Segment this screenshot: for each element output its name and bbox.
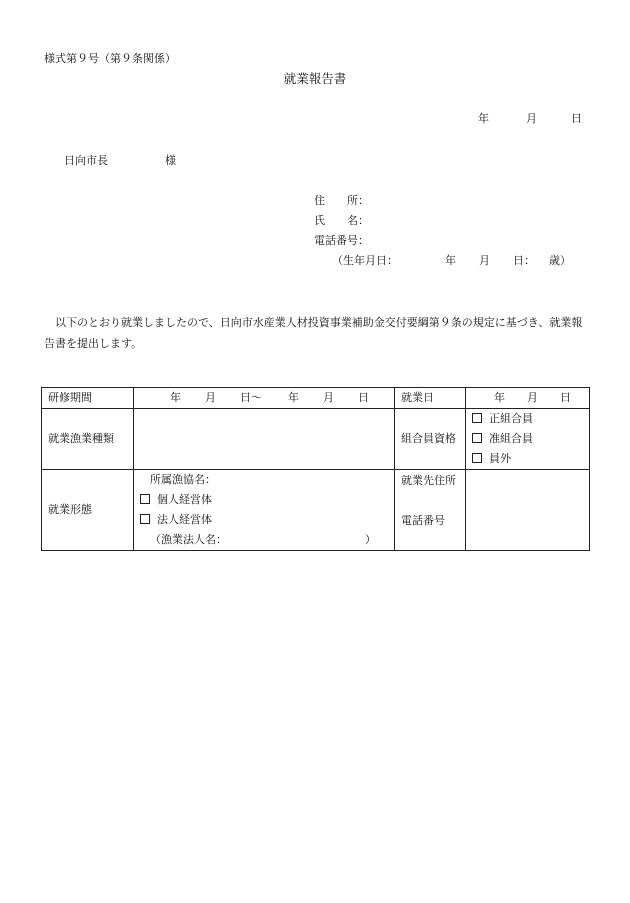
birthdate-day: 日：	[513, 254, 535, 267]
employment-month: 月	[527, 391, 538, 404]
employer-address-label: 就業先住所	[401, 474, 456, 487]
period-end-month: 月	[323, 391, 334, 404]
body-text: 以下のとおり就業しましたので、日向市水産業人材投資事業補助金交付要綱第９条の規定に基づき、就業報告書を提出します。	[44, 316, 583, 350]
birthdate-year: 年	[445, 254, 456, 267]
period-end-day: 日	[358, 391, 369, 404]
option-non-member: 員外	[489, 452, 511, 465]
employment-form-options	[134, 470, 395, 551]
corp-name-open: （漁業法人名：	[150, 533, 227, 546]
checkbox-non-member[interactable]	[472, 453, 482, 463]
addressee: 日向市長	[64, 154, 108, 167]
phone-label: 電話番号：	[314, 234, 369, 247]
employment-date-value[interactable]	[466, 388, 590, 409]
row-fishery-type	[42, 409, 590, 470]
coop-name-label: 所属漁協名：	[150, 473, 216, 486]
period-start-month: 月	[205, 391, 216, 404]
name-label: 氏 名：	[314, 214, 369, 227]
training-period-value[interactable]	[134, 388, 395, 409]
employer-info-value[interactable]	[466, 470, 590, 551]
birthdate-month: 月	[479, 254, 490, 267]
employment-date-label: 就業日	[395, 388, 466, 409]
report-table	[41, 387, 590, 551]
checkbox-individual[interactable]	[140, 494, 150, 504]
page-title: 就業報告書	[283, 71, 347, 86]
option-corporate: 法人経営体	[157, 513, 212, 526]
period-start-day: 日～	[240, 391, 262, 404]
date-month-label: 月	[526, 112, 537, 125]
row-employment-form	[42, 470, 590, 551]
option-individual: 個人経営体	[157, 493, 212, 506]
training-period-label: 研修期間	[42, 388, 134, 409]
birthdate-age: 歳）	[549, 254, 571, 267]
fishery-type-value[interactable]	[134, 409, 395, 470]
employer-info-labels	[395, 470, 466, 551]
honorific: 様	[165, 154, 176, 167]
checkbox-regular-member[interactable]	[472, 413, 482, 423]
member-status-options	[466, 409, 590, 470]
corp-name-close: ）	[365, 533, 376, 546]
employment-day: 日	[560, 391, 571, 404]
date-day-label: 日	[571, 112, 582, 125]
fishery-type-label: 就業漁業種類	[42, 409, 134, 470]
employment-year: 年	[494, 391, 505, 404]
row-training-period	[42, 388, 590, 409]
employer-phone-label: 電話番号	[401, 514, 445, 527]
address-label: 住 所：	[314, 194, 369, 207]
option-regular-member: 正組合員	[489, 412, 533, 425]
birthdate-open: （生年月日：	[332, 254, 398, 267]
period-start-year: 年	[170, 391, 181, 404]
option-associate-member: 准組合員	[489, 432, 533, 445]
employment-form-label: 就業形態	[42, 470, 134, 551]
date-year-label: 年	[478, 112, 489, 125]
period-end-year: 年	[288, 391, 299, 404]
form-number: 様式第９号（第９条関係）	[44, 52, 176, 65]
member-status-label: 組合員資格	[395, 409, 466, 470]
checkbox-corporate[interactable]	[140, 514, 150, 524]
checkbox-associate-member[interactable]	[472, 433, 482, 443]
